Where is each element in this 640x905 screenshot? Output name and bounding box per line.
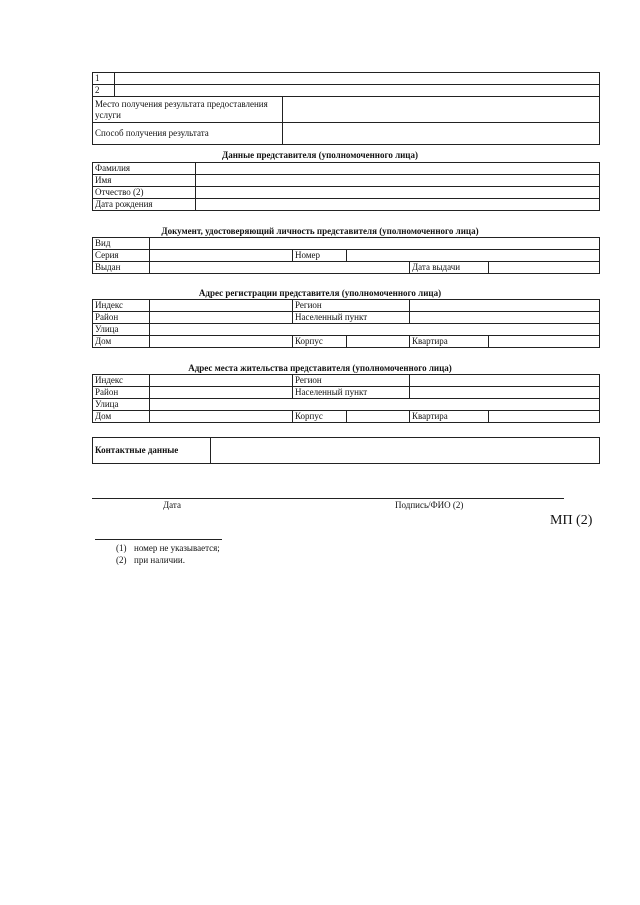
reg-house-label: Дом: [93, 336, 150, 348]
doc-issued-by-field[interactable]: [150, 262, 410, 274]
reg-index-label: Индекс: [93, 300, 150, 312]
res-district-field[interactable]: [150, 387, 293, 399]
reg-building-field[interactable]: [347, 336, 410, 348]
residence-table: [92, 374, 600, 423]
res-apartment-label: Квартира: [410, 411, 489, 423]
footnote-1-marker: (1): [116, 543, 127, 553]
res-apartment-field[interactable]: [489, 411, 600, 423]
surname-field[interactable]: [196, 163, 600, 175]
result-place-label: Место получения результата предоставления услуги: [93, 97, 283, 123]
surname-label: Фамилия: [93, 163, 196, 175]
reg-district-field[interactable]: [150, 312, 293, 324]
footnote-2-marker: (2): [116, 555, 127, 565]
reg-locality-field[interactable]: [410, 312, 600, 324]
representative-table: [92, 162, 600, 211]
result-table: [92, 72, 600, 145]
res-building-label: Корпус: [293, 411, 347, 423]
doc-series-field[interactable]: [150, 250, 293, 262]
res-index-label: Индекс: [93, 375, 150, 387]
representative-section-title: Данные представителя (уполномоченного лица): [222, 150, 418, 160]
row-number-2: 2: [93, 85, 115, 97]
reg-apartment-label: Квартира: [410, 336, 489, 348]
reg-building-label: Корпус: [293, 336, 347, 348]
patronymic-label: Отчество (2): [93, 187, 196, 199]
res-locality-label: Населенный пункт: [293, 387, 410, 399]
reg-street-field[interactable]: [150, 324, 600, 336]
result-method-label: Способ получения результата: [93, 123, 283, 145]
doc-kind-field[interactable]: [150, 238, 600, 250]
doc-series-label: Серия: [93, 250, 150, 262]
footnote-separator: [95, 538, 222, 540]
identity-table: [92, 237, 600, 274]
doc-number-field[interactable]: [347, 250, 600, 262]
reg-index-field[interactable]: [150, 300, 293, 312]
identity-section-title: Документ, удостоверяющий личность представителя (уполномоченного лица): [161, 226, 479, 236]
registration-section-title: Адрес регистрации представителя (уполномоченного лица): [198, 288, 442, 298]
res-region-label: Регион: [293, 375, 410, 387]
reg-locality-label: Населенный пункт: [293, 312, 410, 324]
birth-date-field[interactable]: [196, 199, 600, 211]
contacts-label: Контактные данные: [93, 438, 211, 464]
row-2-field[interactable]: [115, 85, 600, 97]
name-label: Имя: [93, 175, 196, 187]
birth-date-label: Дата рождения: [93, 199, 196, 211]
res-building-field[interactable]: [347, 411, 410, 423]
name-field[interactable]: [196, 175, 600, 187]
residence-section-title: Адрес места жительства представителя (уполномоченного лица): [188, 363, 452, 373]
reg-house-field[interactable]: [150, 336, 293, 348]
res-house-field[interactable]: [150, 411, 293, 423]
res-street-field[interactable]: [150, 399, 600, 411]
doc-issue-date-field[interactable]: [489, 262, 600, 274]
contacts-field[interactable]: [211, 438, 600, 464]
patronymic-field[interactable]: [196, 187, 600, 199]
res-region-field[interactable]: [410, 375, 600, 387]
doc-issue-date-label: Дата выдачи: [410, 262, 489, 274]
signature-line: [92, 497, 564, 499]
res-index-field[interactable]: [150, 375, 293, 387]
footnote-2-text: при наличии.: [134, 555, 185, 565]
result-place-field[interactable]: [283, 97, 600, 123]
signature-label: Подпись/ФИО (2): [395, 500, 464, 510]
contacts-table: [92, 437, 600, 464]
reg-region-label: Регион: [293, 300, 410, 312]
row-1-field[interactable]: [115, 73, 600, 85]
reg-district-label: Район: [93, 312, 150, 324]
doc-number-label: Номер: [293, 250, 347, 262]
result-method-field[interactable]: [283, 123, 600, 145]
res-street-label: Улица: [93, 399, 150, 411]
res-district-label: Район: [93, 387, 150, 399]
registration-table: [92, 299, 600, 348]
doc-kind-label: Вид: [93, 238, 150, 250]
footnote-1-text: номер не указывается;: [134, 543, 220, 553]
reg-street-label: Улица: [93, 324, 150, 336]
res-house-label: Дом: [93, 411, 150, 423]
date-label: Дата: [163, 500, 181, 510]
doc-issued-by-label: Выдан: [93, 262, 150, 274]
row-number-1: 1: [93, 73, 115, 85]
reg-region-field[interactable]: [410, 300, 600, 312]
stamp-label: МП (2): [550, 513, 593, 528]
reg-apartment-field[interactable]: [489, 336, 600, 348]
res-locality-field[interactable]: [410, 387, 600, 399]
